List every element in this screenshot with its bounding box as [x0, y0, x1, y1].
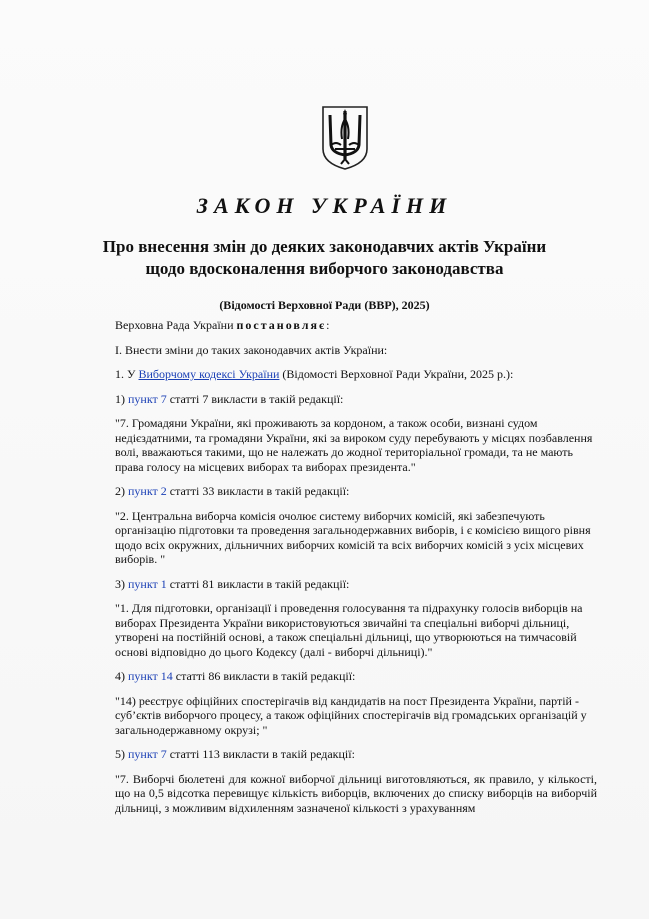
amendment-2-text: "2. Центральна виборча комісія очолює систему виборчих комісій, які забезпечують організацію підготовки та проведення загальнодержавних виборів, і є комісією вищого рівня щодо всіх окружних, дільничних виборчих комісій та всіх виборчих комісій з усіх місцевих виборів. ": [115, 508, 591, 566]
amendment-3-link[interactable]: пункт 1: [128, 576, 167, 591]
gazette-reference: (Відомості Верховної Ради (ВВР), 2025): [219, 298, 430, 312]
electoral-code-link[interactable]: Виборчому кодексі України: [138, 367, 280, 381]
heading-line-1: Про внесення змін до деяких законодавчих актів України: [102, 237, 547, 256]
document-body: [115, 318, 597, 825]
amendment-5-link[interactable]: пункт 7: [128, 747, 167, 761]
law-title: ЗАКОН УКРАЇНИ: [196, 193, 453, 218]
amendment-5-text: "7. Виборчі бюлетені для кожної виборчої дільниці виготовляються, як правило, у кількості, що на 0,5 відсотка перевищує кількість виборців, включених до списку виборців на виборчій дільниці, з можливим відхиленням зазначеної кількості з урахуванням: [115, 771, 597, 815]
amendment-4-text: "14) реєструє офіційних спостерігачів від кандидатів на пост Президента України, партій - суб’єктів виборчого процесу, а також офіційних спостерігачів від громадських організацій у загальнодержавному окрузі; ": [115, 693, 587, 737]
amendment-4-link[interactable]: пункт 14: [128, 669, 173, 683]
amendment-3-header: 3) пункт 1 статті 81 викласти в такій редакції:: [115, 576, 350, 591]
amendment-3-text: "1. Для підготовки, організації і проведення голосування та підрахунку голосів виборців на виборах Президента України використовуються звичайні та спеціальні виборчі дільниці, утворені на постійній основі, а також спеціальні дільниці, що утворюються на тимчасовій основі відповідно до цього Кодексу (далі - виборчі дільниці).": [115, 601, 583, 659]
decree-line: Верховна Рада України постановляє:: [115, 318, 330, 332]
amendment-1-header: 1) пункт 7 статті 7 викласти в такій редакції:: [115, 391, 344, 406]
item-1: 1. У Виборчому кодексі України (Відомості Верховної Ради України, 2025 р.):: [115, 367, 514, 381]
amendment-1-link[interactable]: пункт 7: [128, 391, 167, 406]
amendment-2-link[interactable]: пункт 2: [128, 484, 167, 498]
trident-coat-of-arms-icon: [321, 105, 369, 171]
section-1-intro: I. Внести зміни до таких законодавчих актів України:: [115, 342, 388, 357]
amendment-5-header: 5) пункт 7 статті 113 викласти в такій редакції:: [115, 747, 355, 761]
heading-line-2: щодо вдосконалення виборчого законодавства: [145, 259, 504, 278]
document-heading: [60, 236, 589, 280]
amendment-2-header: 2) пункт 2 статті 33 викласти в такій редакції:: [115, 484, 350, 498]
amendment-4-header: 4) пункт 14 статті 86 викласти в такій редакції:: [115, 669, 356, 683]
decree-word: постановляє: [236, 318, 327, 332]
amendment-1-text: "7. Громадяни України, які проживають за кордоном, а також особи, визнані судом недієздатними, та громадяни України, які за вироком суду перебувають у місцях позбавлення волі, вважаються такими, що не належать до жодної територіальної громади, та не мають права голосу на місцевих виборах та виборах президента.": [115, 416, 593, 474]
